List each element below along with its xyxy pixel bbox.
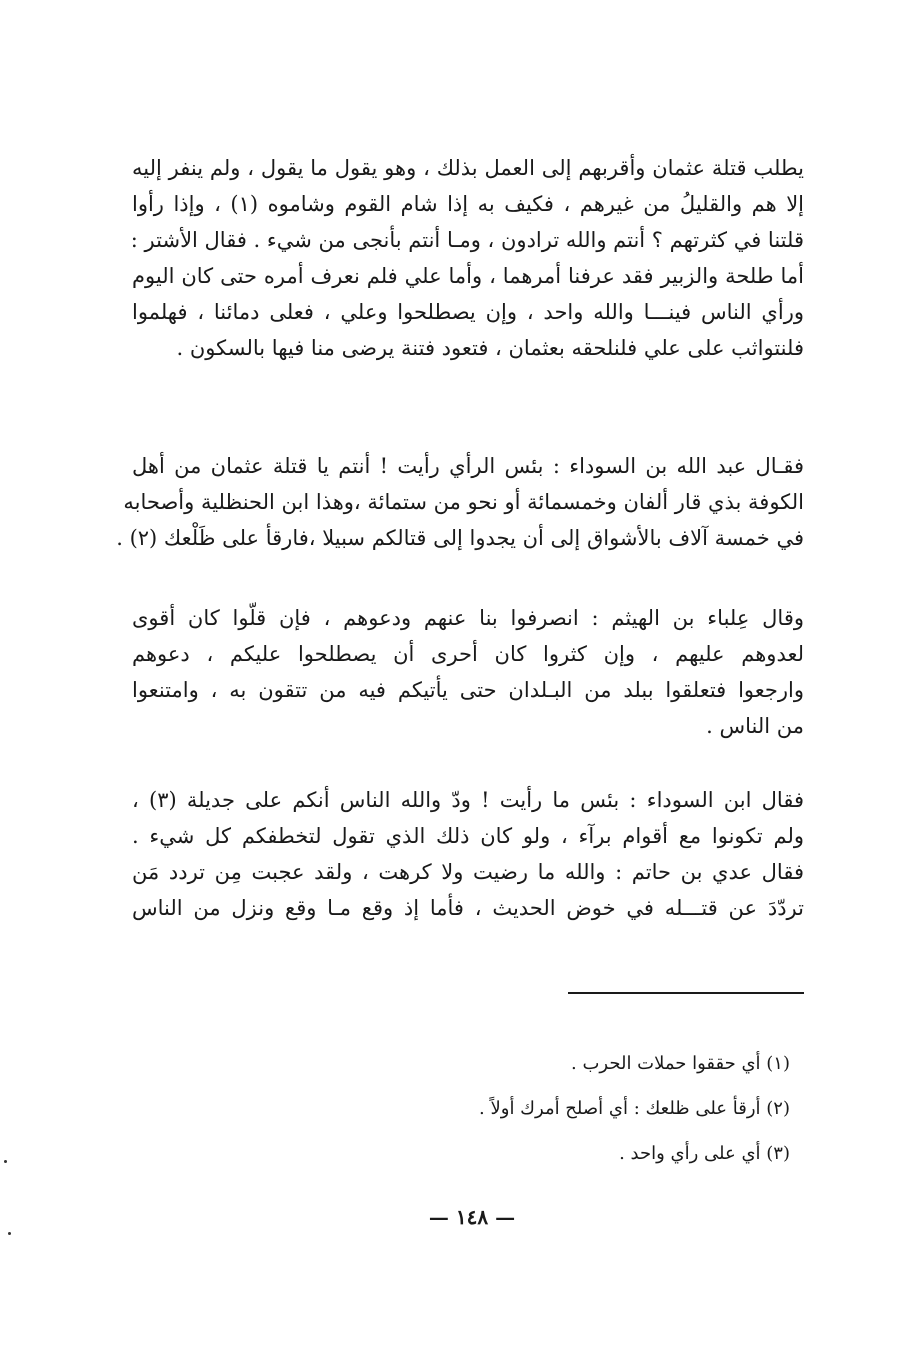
text-line: فلنتواثب على علي فلنلحقه بعثمان ، فتعود فتنة يرضى منا فيها بالسكون .: [176, 336, 804, 360]
paragraph-2: [116, 448, 804, 556]
text-line: وقال عِلباء بن الهيثم : انصرفوا بنا عنهم ودعوهم ، فإن قلّوا كان أقوى: [132, 606, 804, 630]
footnote-3: (٣) أي على رأي واحد .: [619, 1143, 790, 1164]
text-line: لعدوهم عليهم ، وإن كثروا كان أحرى أن يصطلحوا عليكم ، دعوهم: [132, 642, 804, 666]
text-line: فقال عدي بن حاتم : والله ما رضيت ولا كرهت ، ولقد عجبت مِن تردد مَن: [132, 860, 804, 884]
text-line: إلا هم والقليلُ من غيرهم ، فكيف به إذا شام القوم وشاموه (١) ، وإذا رأوا: [132, 192, 805, 216]
text-line: تردّدَ عن قتـــله في خوض الحديث ، فأما إذ وقع مـا وقع ونزل من الناس: [132, 896, 804, 920]
footnote-divider: [568, 992, 804, 994]
text-line: من الناس .: [706, 714, 804, 738]
scan-speck: [4, 1160, 7, 1163]
text-line: قلتنا في كثرتهم ؟ أنتم والله ترادون ، ومـا أنتم بأنجى من شيء . فقال الأشتر :: [130, 228, 804, 252]
text-line: في خمسة آلاف بالأشواق إلى أن يجدوا إلى قتالكم سبيلا ،فارقأ على ظَلْعك (٢) .: [116, 526, 804, 550]
text-line: وارجعوا فتعلقوا ببلد من البـلدان حتى يأتيكم فيه من تتقون به ، وامتنعوا: [132, 678, 804, 702]
text-line: فقـال عبد الله بن السوداء : بئس الرأي رأيت ! أنتم يا قتلة عثمان من أهل: [132, 454, 804, 478]
page-number: — ١٤٨ —: [428, 1205, 516, 1229]
footnote-1: (١) أي حققوا حملات الحرب .: [571, 1053, 790, 1074]
scan-speck: [8, 1232, 11, 1235]
text-line: يطلب قتلة عثمان وأقربهم إلى العمل بذلك ، وهو يقول ما يقول ، ولم ينفر إليه: [132, 156, 804, 180]
text-line: ولم تكونوا مع أقوام برآء ، ولو كان ذلك الذي تقول لتخطفكم كل شيء .: [132, 824, 804, 848]
text-line: فقال ابن السوداء : بئس ما رأيت ! ودّ والله الناس أنكم على جديلة (٣) ،: [132, 788, 804, 812]
paragraph-3: [132, 600, 804, 744]
text-line: ورأي الناس فينـــا والله واحد ، وإن يصطلحوا وعلي ، فعلى دمائنا ، فهلموا: [132, 300, 804, 324]
text-line: الكوفة بذي قار ألفان وخمسمائة أو نحو من ستمائة ،وهذا ابن الحنظلية وأصحابه: [123, 490, 804, 514]
paragraph-4: [132, 782, 804, 926]
paragraph-1: [132, 150, 804, 366]
text-line: أما طلحة والزبير فقد عرفنا أمرهما ، وأما علي فلم نعرف أمره حتى كان اليوم: [132, 264, 804, 288]
footnote-2: (٢) أرقأ على ظلعك : أي أصلح أمرك أولاً .: [479, 1098, 790, 1119]
footnotes: [300, 1048, 790, 1183]
